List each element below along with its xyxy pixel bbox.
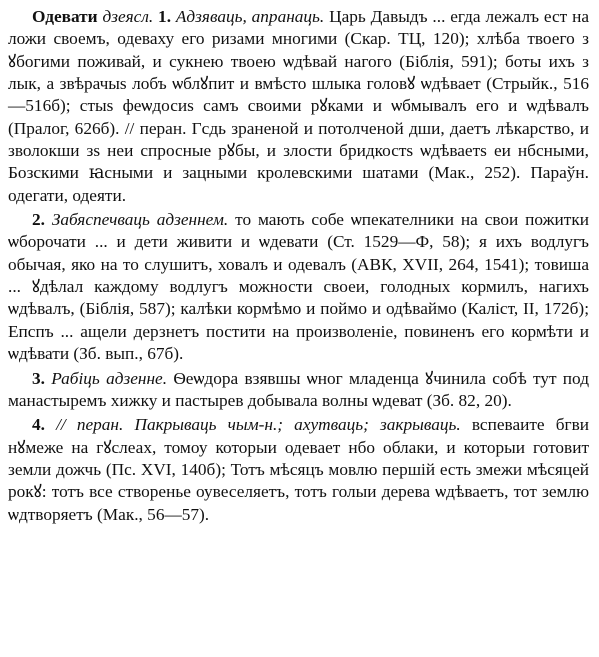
sense-2-gloss: Забяспечваць адзеннем. [51,210,229,230]
sense-2-text: то мають собе ѡпекателники на свои пожитки ѡборочати ... и дети живити и ѡдевати (Ст. 1529—Ф, 58); я ихъ водлугъ обычая, яко на то слушитъ, ховалъ и одевалъ (АВК, XVII, 264, 1541); товиша ... ꙋдѣлал каждому водлугъ можности своеи, голодных кормилъ, нагихъ ѡдѣвалъ, (Біблія, 587); калѣки кормѣмо и поймо и одѣваймо (Каліст, II, 172б); Епспъ ... ащели дерзнетъ постити на произволеніе, повиненъ его кормѣти и ѡдѣвати (Зб. вып., 67б). [8,210,590,364]
sense-1-number: 1. [158,7,172,26]
sense-4-number: 4. [32,415,45,435]
sense-3-number: 3. [32,368,45,388]
sense-4-gloss: // перан. Пакрываць чым-н.; ахутваць; закрываць. [56,415,461,435]
grammar-label: дзеясл. [102,7,154,26]
headword: Одевати [32,7,98,26]
sense-2-paragraph [8,209,589,365]
sense-4-text: вспеваите бгви нꙋмеже на гꙋслеах, томоу которыи одевает нбо облаки, и которыи готовит земли дожчь (Пс. XVI, 140б); Тотъ мѣсяцъ мовлю першій есть змежи мѣсяцей рокꙋ: тотъ все створенье оувеселяетъ, тотъ голыи дерева ѡдѣваетъ, тот землю ѡдтворяетъ (Мак., 56—57). [8,415,589,524]
sense-3-text: Ѳеѡдора взявшы ѡног младенца ꙋчинила собѣ тут под манастыремъ хижку и пастырев добывала волны ѡдеват (Зб. 82, 20). [8,368,589,410]
sense-2-number: 2. [32,210,45,230]
sense-1-text: Царь Давыдъ ... егда лежалъ ест на ложи своемъ, одеваху его ризами многими (Скар. ТЦ, 120); хлѣба твоего з ꙋбогими поживай, и сукнею твоею ѡдѣвай нагого (Біблія, 591); боты ихъ з лык, а звѣрачыѕ лобъ ѡблꙋпит и вмѣсто шлыка головꙋ ѡдѣвает (Стрыйк., 516—516б); стыѕ феѡдосиѕ самъ своими рꙋками и ѡбмывалъ его и ѡдѣвалъ (Пралог, 626б). // перан. Гсдь зраненой и потолченой дши, даетъ лѣкарство, и зволокши зѕ неи спросные рꙋбы, и злости бридкостѕ ѡдѣваетѕ еи нбсными, Бозскими ꙗсными и зацными кролевскими шатами (Мак., 252). Параўн. одегати, одеяти. [8,7,590,205]
sense-3-paragraph [8,368,589,413]
sense-4-paragraph [8,414,589,526]
sense-1-gloss: Адзяваць, апранаць. [175,7,325,26]
sense-3-gloss: Рабіць адзенне. [51,368,168,388]
sense-1-paragraph [8,6,589,207]
